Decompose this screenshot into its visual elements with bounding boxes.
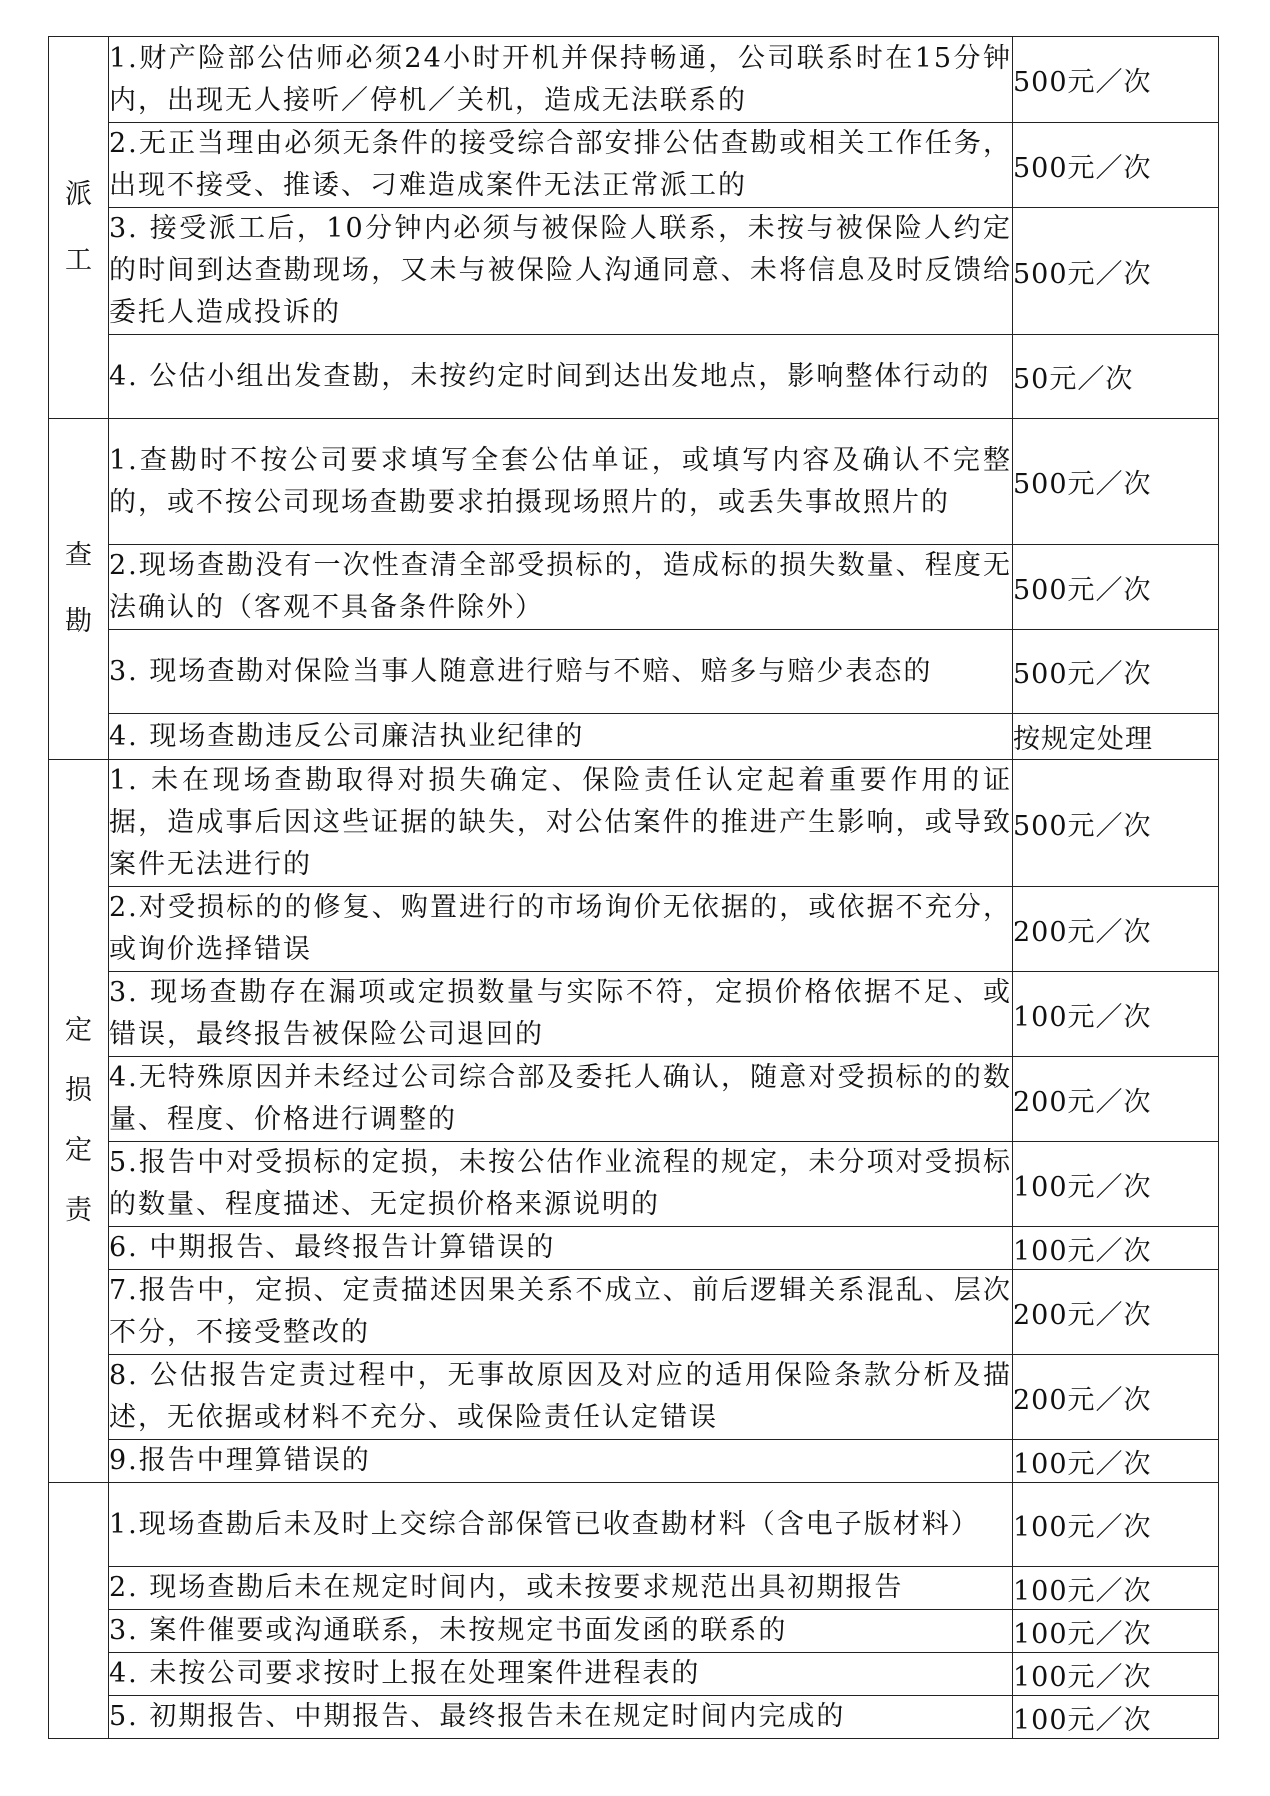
table-row	[49, 208, 1219, 335]
penalty-amount: 200元／次	[1013, 1355, 1219, 1440]
table-row	[49, 760, 1219, 887]
rule-text: 2.现场查勘没有一次性查清全部受损标的，造成标的损失数量、程度无法确认的（客观不具备条件除外）	[109, 545, 1013, 630]
penalty-amount: 200元／次	[1013, 1057, 1219, 1142]
table-row	[49, 37, 1219, 123]
table-row	[49, 335, 1219, 419]
table-row	[49, 1142, 1219, 1227]
penalty-amount: 100元／次	[1013, 1227, 1219, 1270]
rule-text: 7.报告中，定损、定责描述因果关系不成立、前后逻辑关系混乱、层次不分，不接受整改的	[109, 1270, 1013, 1355]
category-cell	[49, 760, 109, 1483]
category-cell	[49, 37, 109, 419]
rule-text: 5.报告中对受损标的定损，未按公估作业流程的规定，未分项对受损标的数量、程度描述、无定损价格来源说明的	[109, 1142, 1013, 1227]
table-row	[49, 714, 1219, 760]
penalty-amount: 100元／次	[1013, 1142, 1219, 1227]
rule-text: 5. 初期报告、中期报告、最终报告未在规定时间内完成的	[109, 1696, 1013, 1739]
category-cell	[49, 419, 109, 760]
penalty-amount: 100元／次	[1013, 972, 1219, 1057]
rule-text: 3. 接受派工后，10分钟内必须与被保险人联系，未按与被保险人约定的时间到达查勘现场，又未与被保险人沟通同意、未将信息及时反馈给委托人造成投诉的	[109, 208, 1013, 335]
table-row	[49, 1057, 1219, 1142]
rule-text: 2. 现场查勘后未在规定时间内，或未按要求规范出具初期报告	[109, 1567, 1013, 1610]
penalty-amount: 200元／次	[1013, 1270, 1219, 1355]
penalty-amount: 500元／次	[1013, 419, 1219, 545]
penalty-amount: 100元／次	[1013, 1483, 1219, 1567]
rule-text: 3. 案件催要或沟通联系，未按规定书面发函的联系的	[109, 1610, 1013, 1653]
penalty-amount: 500元／次	[1013, 630, 1219, 714]
table-row	[49, 1483, 1219, 1567]
category-label: 定损定责	[65, 1015, 92, 1226]
penalty-amount: 500元／次	[1013, 760, 1219, 887]
penalty-amount: 100元／次	[1013, 1440, 1219, 1483]
table-row	[49, 1610, 1219, 1653]
table-row	[49, 419, 1219, 545]
rule-text: 4. 未按公司要求按时上报在处理案件进程表的	[109, 1653, 1013, 1696]
penalty-amount: 100元／次	[1013, 1567, 1219, 1610]
penalty-amount: 500元／次	[1013, 545, 1219, 630]
rule-text: 9.报告中理算错误的	[109, 1440, 1013, 1483]
category-cell	[49, 1483, 109, 1739]
penalty-amount: 100元／次	[1013, 1610, 1219, 1653]
table-row	[49, 1355, 1219, 1440]
rule-text: 1.财产险部公估师必须24小时开机并保持畅通，公司联系时在15分钟内，出现无人接听／停机／关机，造成无法联系的	[109, 37, 1013, 123]
table-row	[49, 1227, 1219, 1270]
rule-text: 1.现场查勘后未及时上交综合部保管已收查勘材料（含电子版材料）	[109, 1483, 1013, 1567]
rule-text: 8. 公估报告定责过程中，无事故原因及对应的适用保险条款分析及描述，无依据或材料不充分、或保险责任认定错误	[109, 1355, 1013, 1440]
penalty-amount: 200元／次	[1013, 887, 1219, 972]
rule-text: 1. 未在现场查勘取得对损失确定、保险责任认定起着重要作用的证据，造成事后因这些证据的缺失，对公估案件的推进产生影响，或导致案件无法进行的	[109, 760, 1013, 887]
rule-text: 4. 现场查勘违反公司廉洁执业纪律的	[109, 714, 1013, 760]
table-row	[49, 630, 1219, 714]
penalty-amount: 500元／次	[1013, 208, 1219, 335]
table-row	[49, 1567, 1219, 1610]
rule-text: 1.查勘时不按公司要求填写全套公估单证，或填写内容及确认不完整的，或不按公司现场查勘要求拍摄现场照片的，或丢失事故照片的	[109, 419, 1013, 545]
table-row	[49, 545, 1219, 630]
table-row	[49, 1270, 1219, 1355]
rule-text: 6. 中期报告、最终报告计算错误的	[109, 1227, 1013, 1270]
penalty-amount: 100元／次	[1013, 1653, 1219, 1696]
table-row	[49, 1696, 1219, 1739]
table-row	[49, 123, 1219, 208]
rule-text: 2.无正当理由必须无条件的接受综合部安排公估查勘或相关工作任务，出现不接受、推诿、刁难造成案件无法正常派工的	[109, 123, 1013, 208]
category-label: 查勘	[65, 540, 92, 637]
table-row	[49, 1440, 1219, 1483]
rule-text: 3. 现场查勘存在漏项或定损数量与实际不符，定损价格依据不足、或错误，最终报告被保险公司退回的	[109, 972, 1013, 1057]
penalty-amount: 50元／次	[1013, 335, 1219, 419]
penalty-amount: 500元／次	[1013, 37, 1219, 123]
penalty-table	[48, 36, 1219, 1739]
penalty-amount: 按规定处理	[1013, 714, 1219, 760]
rule-text: 4.无特殊原因并未经过公司综合部及委托人确认，随意对受损标的的数量、程度、价格进行调整的	[109, 1057, 1013, 1142]
rule-text: 3. 现场查勘对保险当事人随意进行赔与不赔、赔多与赔少表态的	[109, 630, 1013, 714]
penalty-amount: 100元／次	[1013, 1696, 1219, 1739]
category-label: 派工	[65, 178, 92, 276]
rule-text: 2.对受损标的的修复、购置进行的市场询价无依据的，或依据不充分，或询价选择错误	[109, 887, 1013, 972]
rule-text: 4. 公估小组出发查勘，未按约定时间到达出发地点，影响整体行动的	[109, 335, 1013, 419]
table-row	[49, 1653, 1219, 1696]
table-row	[49, 972, 1219, 1057]
penalty-amount: 500元／次	[1013, 123, 1219, 208]
table-row	[49, 887, 1219, 972]
